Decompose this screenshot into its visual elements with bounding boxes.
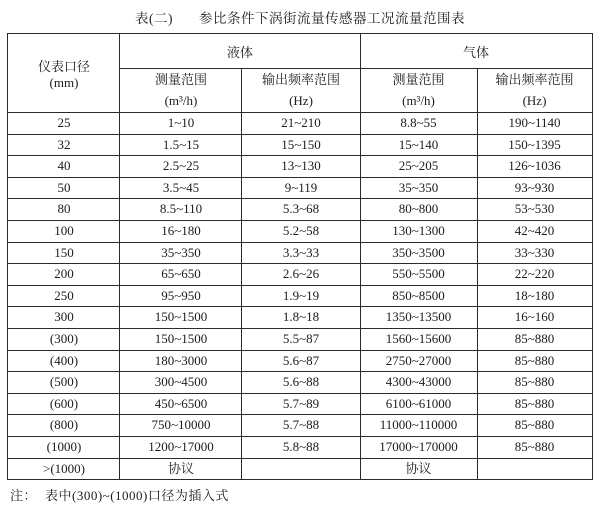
table-cell: 65~650: [120, 264, 242, 286]
col-header-gas-freq-line1: 输出频率范围: [495, 72, 574, 88]
table-cell: 5.7~88: [242, 415, 360, 437]
col-header-liquid-range: [120, 69, 242, 113]
table-row: [8, 372, 592, 394]
table-cell: 250: [8, 285, 120, 307]
col-header-liquid-freq: [242, 69, 360, 113]
col-header-diameter-line1: 仪表口径: [37, 58, 90, 74]
table-cell: 93~930: [477, 177, 592, 199]
table-row: [8, 350, 592, 372]
footnote: [10, 485, 600, 504]
col-header-diameter: [8, 34, 120, 113]
table-cell: 25: [8, 113, 120, 135]
table-cell: 8.5~110: [120, 199, 242, 221]
table-cell: 80: [8, 199, 120, 221]
table-cell: 550~5500: [360, 264, 477, 286]
table-cell: 85~880: [477, 328, 592, 350]
table-cell: 1~10: [120, 113, 242, 135]
table-number: 表(二): [135, 11, 173, 26]
table-cell: 16~180: [120, 220, 242, 242]
table-cell: 190~1140: [477, 113, 592, 135]
table-cell: 53~530: [477, 199, 592, 221]
table-cell: 50: [8, 177, 120, 199]
table-cell: 15~150: [242, 134, 360, 156]
table-cell: 85~880: [477, 393, 592, 415]
table-cell: 8.8~55: [360, 113, 477, 135]
col-group-gas: 气体: [360, 34, 592, 69]
table-cell: 150~1395: [477, 134, 592, 156]
table-cell: 850~8500: [360, 285, 477, 307]
footnote-text: 表中(300)~(1000)口径为插入式: [45, 488, 229, 504]
table-cell: 130~1300: [360, 220, 477, 242]
table-row: [8, 156, 592, 178]
table-cell: 16~160: [477, 307, 592, 329]
table-cell: 1200~17000: [120, 436, 242, 458]
table-cell: 85~880: [477, 415, 592, 437]
table-row: [8, 285, 592, 307]
table-cell: 33~330: [477, 242, 592, 264]
col-header-liquid-freq-line1: 输出频率范围: [261, 72, 340, 88]
table-row: [8, 220, 592, 242]
table-cell: 42~420: [477, 220, 592, 242]
table-cell: 18~180: [477, 285, 592, 307]
table-row: [8, 113, 592, 135]
table-cell: 1.8~18: [242, 307, 360, 329]
table-body: [8, 113, 592, 480]
table-cell: 协议: [120, 458, 242, 480]
table-cell: 5.2~58: [242, 220, 360, 242]
table-cell: 2750~27000: [360, 350, 477, 372]
table-cell: 35~350: [120, 242, 242, 264]
table-cell: (1000): [8, 436, 120, 458]
table-cell: >(1000): [8, 458, 120, 480]
table-row: [8, 307, 592, 329]
table-cell: 150: [8, 242, 120, 264]
table-cell: 85~880: [477, 372, 592, 394]
table-cell: (600): [8, 393, 120, 415]
table-cell: 11000~110000: [360, 415, 477, 437]
table-row: [8, 415, 592, 437]
table-cell: 180~3000: [120, 350, 242, 372]
table-cell: 5.7~89: [242, 393, 360, 415]
flow-range-table: [7, 33, 592, 480]
table-cell: (300): [8, 328, 120, 350]
col-group-liquid: 液体: [120, 34, 360, 69]
table-row: [8, 177, 592, 199]
table-cell: 21~210: [242, 113, 360, 135]
col-header-gas-range-unit: (m³/h): [402, 92, 435, 108]
table-cell: 1350~13500: [360, 307, 477, 329]
table-title-text: 参比条件下涡街流量传感器工况流量范围表: [199, 11, 465, 26]
table-row: [8, 458, 592, 480]
table-cell: 6100~61000: [360, 393, 477, 415]
col-header-gas-freq: [477, 69, 592, 113]
table-cell: 85~880: [477, 436, 592, 458]
table-cell: 80~800: [360, 199, 477, 221]
col-header-diameter-line2: (mm): [49, 74, 79, 90]
col-header-gas-range: [360, 69, 477, 113]
col-header-gas-freq-unit: (Hz): [522, 92, 547, 108]
table-cell: 5.6~88: [242, 372, 360, 394]
table-cell: 9~119: [242, 177, 360, 199]
table-cell: 40: [8, 156, 120, 178]
table-cell: 1.5~15: [120, 134, 242, 156]
table-cell: 85~880: [477, 350, 592, 372]
table-title: [0, 0, 600, 31]
table-cell: 13~130: [242, 156, 360, 178]
table-cell: 150~1500: [120, 307, 242, 329]
table-cell: 32: [8, 134, 120, 156]
table-cell: (800): [8, 415, 120, 437]
footnote-label: 注：: [10, 488, 38, 504]
table-cell: 450~6500: [120, 393, 242, 415]
table-cell: 150~1500: [120, 328, 242, 350]
table-cell: 100: [8, 220, 120, 242]
col-header-liquid-range-unit: (m³/h): [164, 92, 198, 108]
table-row: [8, 393, 592, 415]
table-cell: 300: [8, 307, 120, 329]
table-cell: [477, 458, 592, 480]
table-row: [8, 264, 592, 286]
table-cell: 350~3500: [360, 242, 477, 264]
table-cell: 5.3~68: [242, 199, 360, 221]
table-cell: 5.6~87: [242, 350, 360, 372]
col-header-liquid-range-line1: 测量范围: [154, 72, 207, 88]
table-cell: [242, 458, 360, 480]
table-cell: (400): [8, 350, 120, 372]
table-cell: 25~205: [360, 156, 477, 178]
table-cell: 协议: [360, 458, 477, 480]
table-cell: 2.5~25: [120, 156, 242, 178]
table-cell: 5.8~88: [242, 436, 360, 458]
table-cell: 126~1036: [477, 156, 592, 178]
table-cell: 15~140: [360, 134, 477, 156]
table-cell: 95~950: [120, 285, 242, 307]
table-row: [8, 134, 592, 156]
table-cell: 1.9~19: [242, 285, 360, 307]
table-cell: 2.6~26: [242, 264, 360, 286]
table-row: [8, 242, 592, 264]
table-header: [8, 34, 592, 113]
table-cell: (500): [8, 372, 120, 394]
table-cell: 17000~170000: [360, 436, 477, 458]
table-cell: 750~10000: [120, 415, 242, 437]
table-cell: 300~4500: [120, 372, 242, 394]
table-cell: 5.5~87: [242, 328, 360, 350]
table-cell: 200: [8, 264, 120, 286]
table-cell: 4300~43000: [360, 372, 477, 394]
table-row: [8, 328, 592, 350]
table-row: [8, 199, 592, 221]
table-cell: 35~350: [360, 177, 477, 199]
table-row: [8, 436, 592, 458]
col-header-gas-range-line1: 测量范围: [392, 72, 445, 88]
table-cell: 3.5~45: [120, 177, 242, 199]
col-header-liquid-freq-unit: (Hz): [289, 92, 313, 108]
table-cell: 1560~15600: [360, 328, 477, 350]
table-cell: 22~220: [477, 264, 592, 286]
table-cell: 3.3~33: [242, 242, 360, 264]
